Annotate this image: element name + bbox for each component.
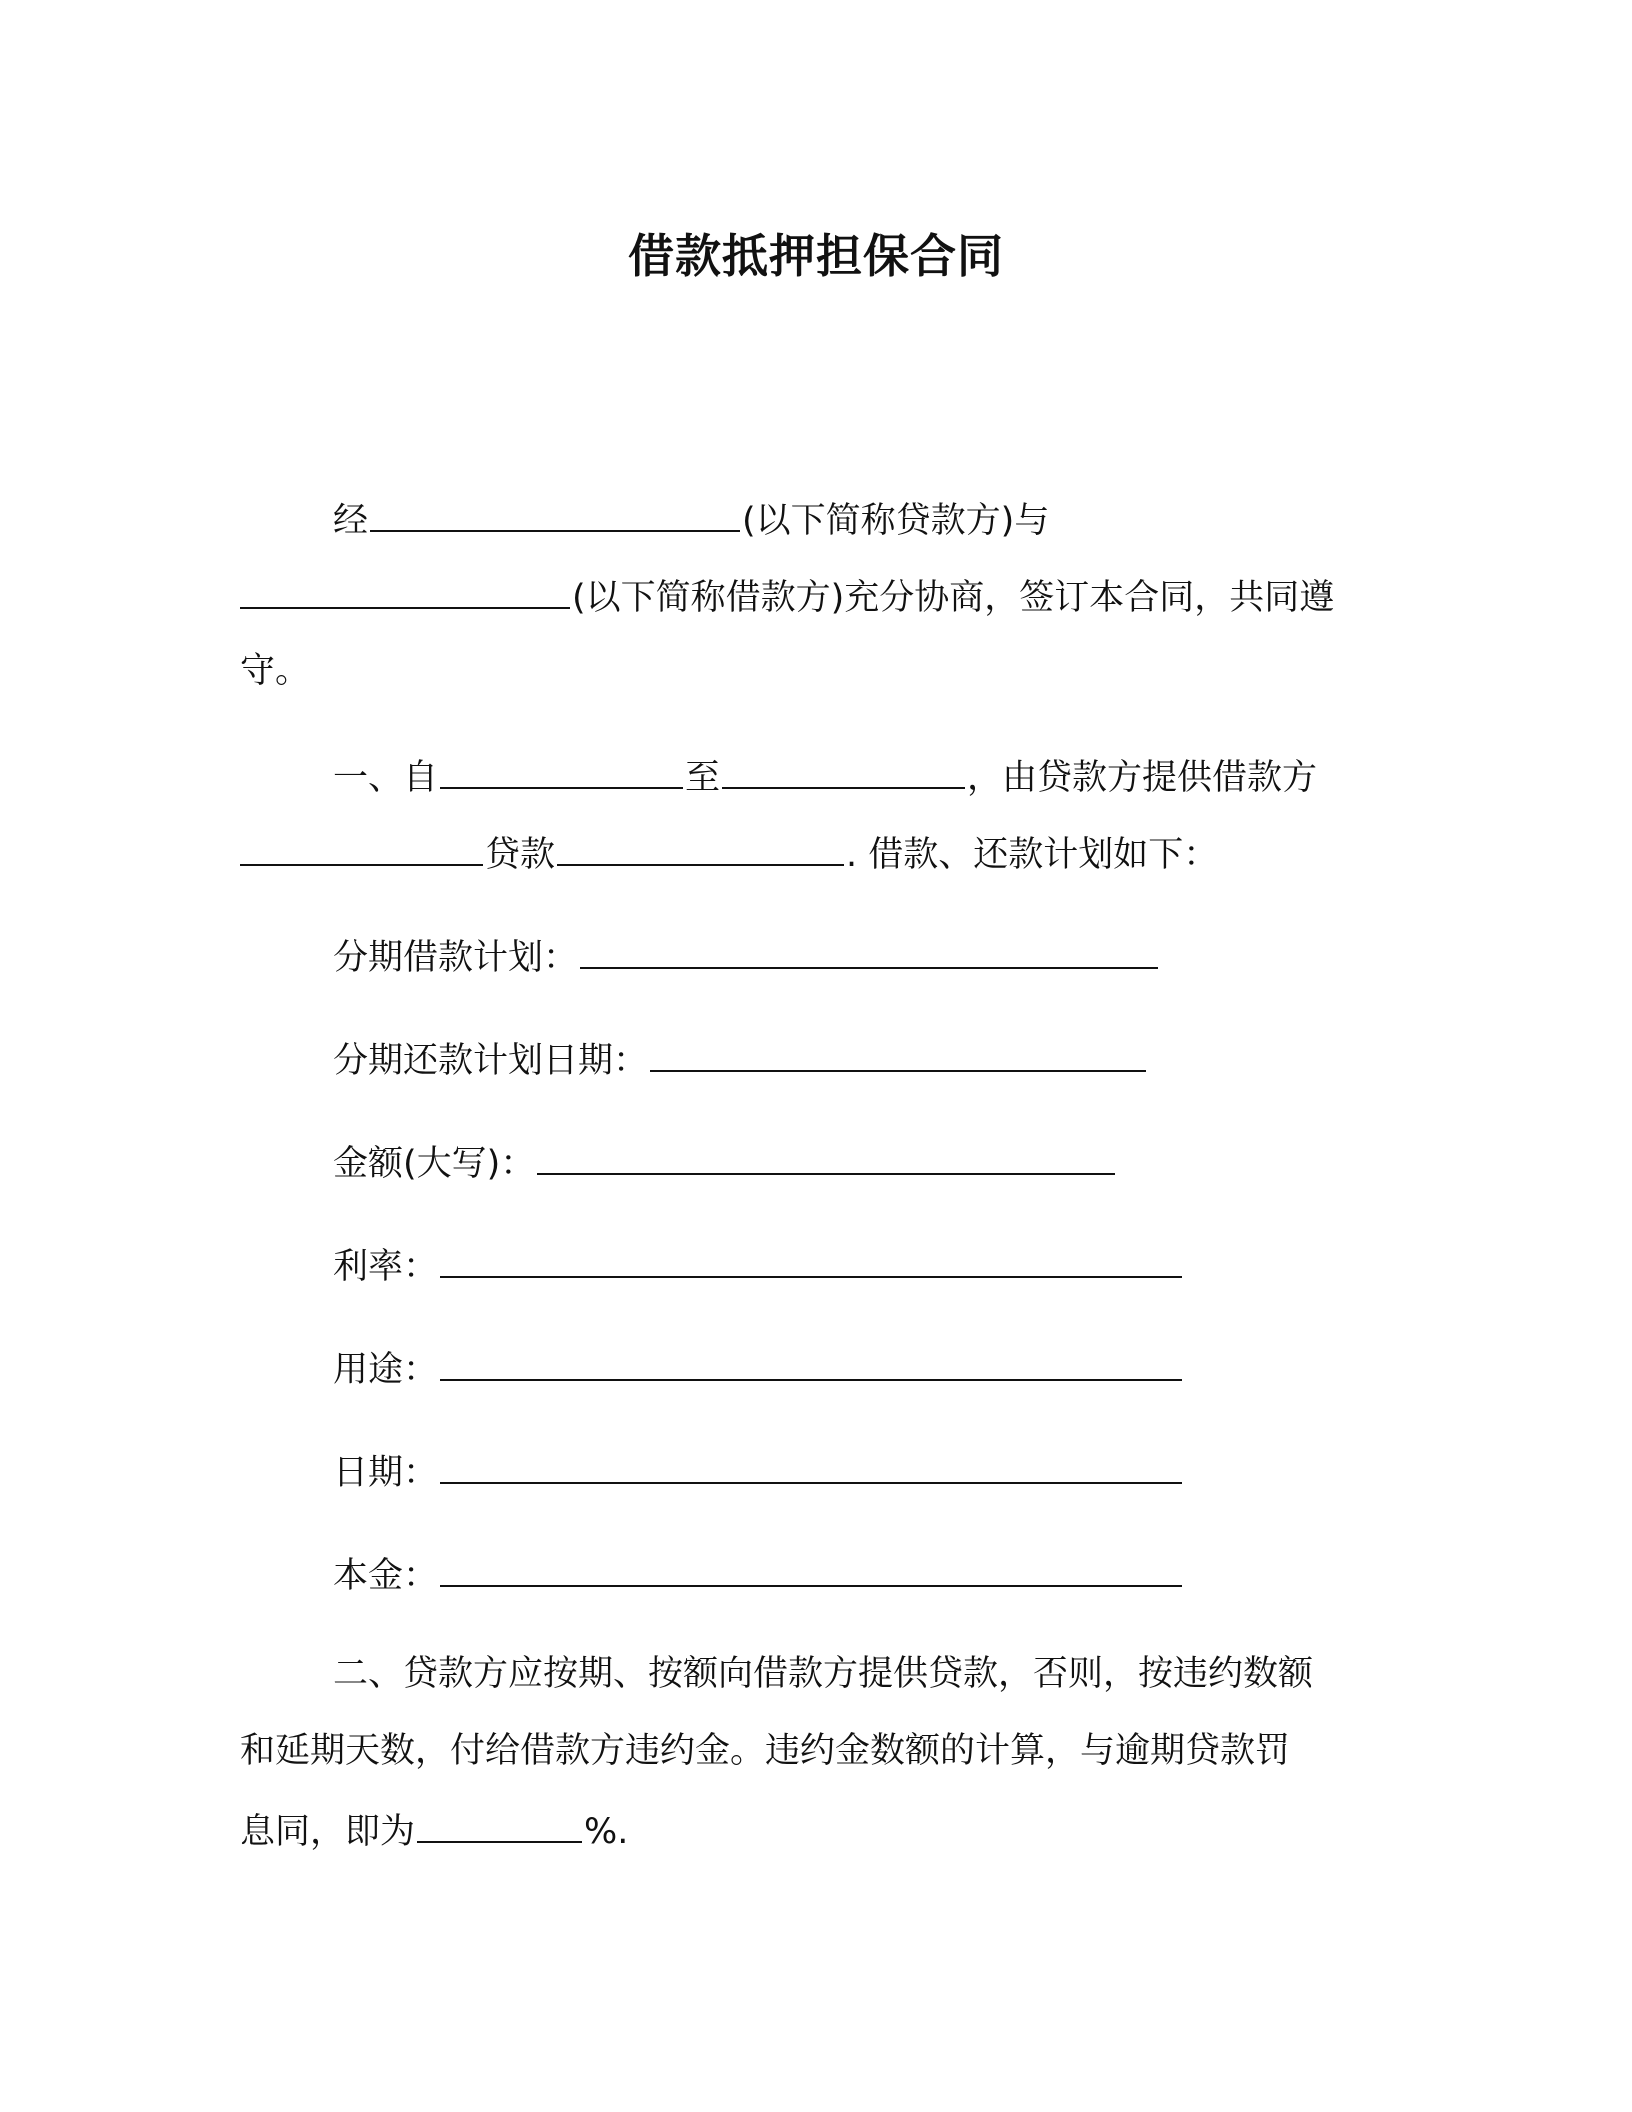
- clause2-text: 二、贷款方应按期、按额向借款方提供贷款，否则，按违约数额: [333, 1654, 1314, 1694]
- field-label: 用途：: [333, 1350, 439, 1390]
- field-blank[interactable]: [440, 1349, 1182, 1381]
- intro-text: (以下简称贷款方)与: [742, 501, 1050, 541]
- field-label: 本金：: [333, 1556, 439, 1596]
- lender-name-blank[interactable]: [370, 500, 740, 532]
- field-amount: [333, 1143, 1117, 1182]
- field-blank[interactable]: [537, 1143, 1115, 1175]
- clause2-text: 和延期天数，付给借款方违约金。违约金数额的计算，与逾期贷款罚: [240, 1731, 1291, 1771]
- field-label: 分期还款计划日期：: [333, 1041, 649, 1081]
- field-label: 分期借款计划：: [333, 938, 579, 978]
- field-blank[interactable]: [440, 1555, 1182, 1587]
- field-date: [333, 1452, 1184, 1491]
- end-date-blank[interactable]: [722, 757, 965, 789]
- clause1-text: 贷款: [485, 835, 556, 875]
- loan-type-blank[interactable]: [240, 834, 483, 866]
- intro-text: (以下简称借款方)充分协商，签订本合同，共同遵: [572, 578, 1335, 618]
- start-date-blank[interactable]: [440, 757, 683, 789]
- intro-text: 经: [333, 501, 369, 541]
- intro-line-1: [333, 500, 1049, 539]
- clause2-text: 息同，即为: [240, 1812, 416, 1852]
- field-blank[interactable]: [440, 1246, 1182, 1278]
- clause1-line-2: [240, 834, 1218, 873]
- clause1-text: ，由贷款方提供借款方: [967, 758, 1318, 798]
- clause1-text: 至: [685, 758, 721, 798]
- intro-text: 守。: [240, 651, 311, 691]
- document-title: 借款抵押担保合同: [628, 229, 1004, 283]
- field-interest-rate: [333, 1246, 1184, 1285]
- clause2-text: %.: [584, 1812, 629, 1852]
- clause2-line-3: [240, 1811, 628, 1850]
- intro-line-2: [240, 577, 1334, 616]
- field-purpose: [333, 1349, 1184, 1388]
- clause1-text: . 借款、还款计划如下：: [846, 835, 1219, 875]
- field-blank[interactable]: [650, 1040, 1146, 1072]
- field-blank[interactable]: [580, 937, 1158, 969]
- clause1-text: 一、自: [333, 758, 439, 798]
- field-label: 利率：: [333, 1247, 439, 1287]
- field-principal: [333, 1555, 1184, 1594]
- field-label: 金额(大写)：: [333, 1144, 536, 1184]
- clause2-line-1: [333, 1654, 1314, 1694]
- borrower-name-blank[interactable]: [240, 577, 570, 609]
- field-repayment-date: [333, 1040, 1148, 1079]
- field-installment-plan: [333, 937, 1160, 976]
- penalty-rate-blank[interactable]: [417, 1811, 582, 1843]
- field-label: 日期：: [333, 1453, 439, 1493]
- intro-line-3: [240, 651, 311, 691]
- loan-amount-blank[interactable]: [557, 834, 844, 866]
- clause1-line-1: [333, 757, 1317, 796]
- field-blank[interactable]: [440, 1452, 1182, 1484]
- clause2-line-2: [240, 1731, 1291, 1771]
